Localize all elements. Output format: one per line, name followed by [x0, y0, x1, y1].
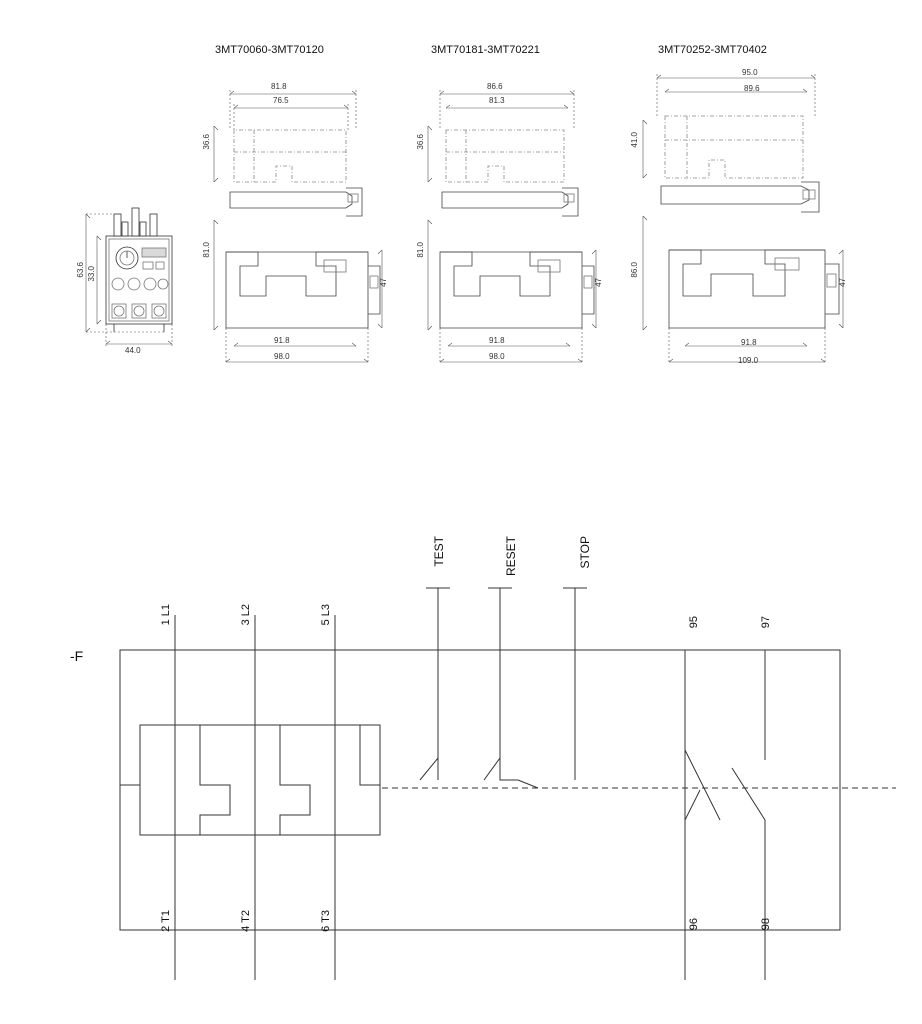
dim-v2-top-outer: 86.6: [487, 82, 503, 91]
function-label-stop: STOP: [578, 536, 592, 569]
view-title-3: 3MT70252-3MT70402: [658, 44, 767, 56]
view-1-drawing: [196, 70, 396, 380]
dim-v1-bottom-outer: 98.0: [274, 352, 290, 361]
function-label-test: TEST: [432, 536, 446, 567]
dim-v3-top-inner: 89.6: [744, 84, 760, 93]
terminal-97: 97: [760, 616, 772, 629]
dim-v1-top-inner: 76.5: [273, 96, 289, 105]
dim-v1-left-upper: 36.6: [202, 134, 211, 150]
dim-v3-left-upper: 41.0: [630, 132, 639, 148]
terminal-2t1: 2 T1: [160, 910, 172, 932]
dim-v1-left-lower: 81.0: [202, 242, 211, 258]
view-3-drawing: [625, 58, 865, 380]
terminal-1l1: 1 L1: [160, 604, 172, 626]
dim-small-height-total: 63.6: [76, 262, 85, 278]
dim-v3-left-lower: 86.0: [630, 262, 639, 278]
dim-v1-bottom-inner: 91.8: [274, 336, 290, 345]
dim-v3-right-lower: 47: [838, 278, 847, 287]
dim-v3-bottom-inner: 91.8: [741, 338, 757, 347]
terminal-4t2: 4 T2: [240, 910, 252, 932]
view-title-2: 3MT70181-3MT70221: [431, 44, 540, 56]
dim-v2-left-upper: 36.6: [416, 134, 425, 150]
terminal-95: 95: [688, 616, 700, 629]
dim-v3-bottom-outer: 109.0: [738, 356, 759, 365]
terminal-6t3: 6 T3: [320, 910, 332, 932]
dim-small-width-bottom: 44.0: [125, 346, 141, 355]
terminal-3l2: 3 L2: [240, 604, 252, 626]
dim-v2-top-inner: 81.3: [489, 96, 505, 105]
dim-v3-top-outer: 95.0: [742, 68, 758, 77]
dim-v2-bottom-inner: 91.8: [489, 336, 505, 345]
terminal-98: 98: [760, 918, 772, 931]
terminal-5l3: 5 L3: [320, 604, 332, 626]
dim-v1-right-lower: 47: [379, 278, 388, 287]
function-label-reset: RESET: [504, 536, 518, 577]
dim-v2-right-lower: 47: [594, 278, 603, 287]
dim-v2-left-lower: 81.0: [416, 242, 425, 258]
dim-small-height-inner: 33.0: [87, 266, 96, 282]
view-title-1: 3MT70060-3MT70120: [215, 44, 324, 56]
dim-v2-bottom-outer: 98.0: [489, 352, 505, 361]
dim-v1-top-outer: 81.8: [271, 82, 287, 91]
view-2-drawing: [410, 70, 610, 380]
device-tag: -F: [70, 648, 84, 664]
circuit-diagram: [60, 520, 900, 980]
terminal-96: 96: [688, 918, 700, 931]
